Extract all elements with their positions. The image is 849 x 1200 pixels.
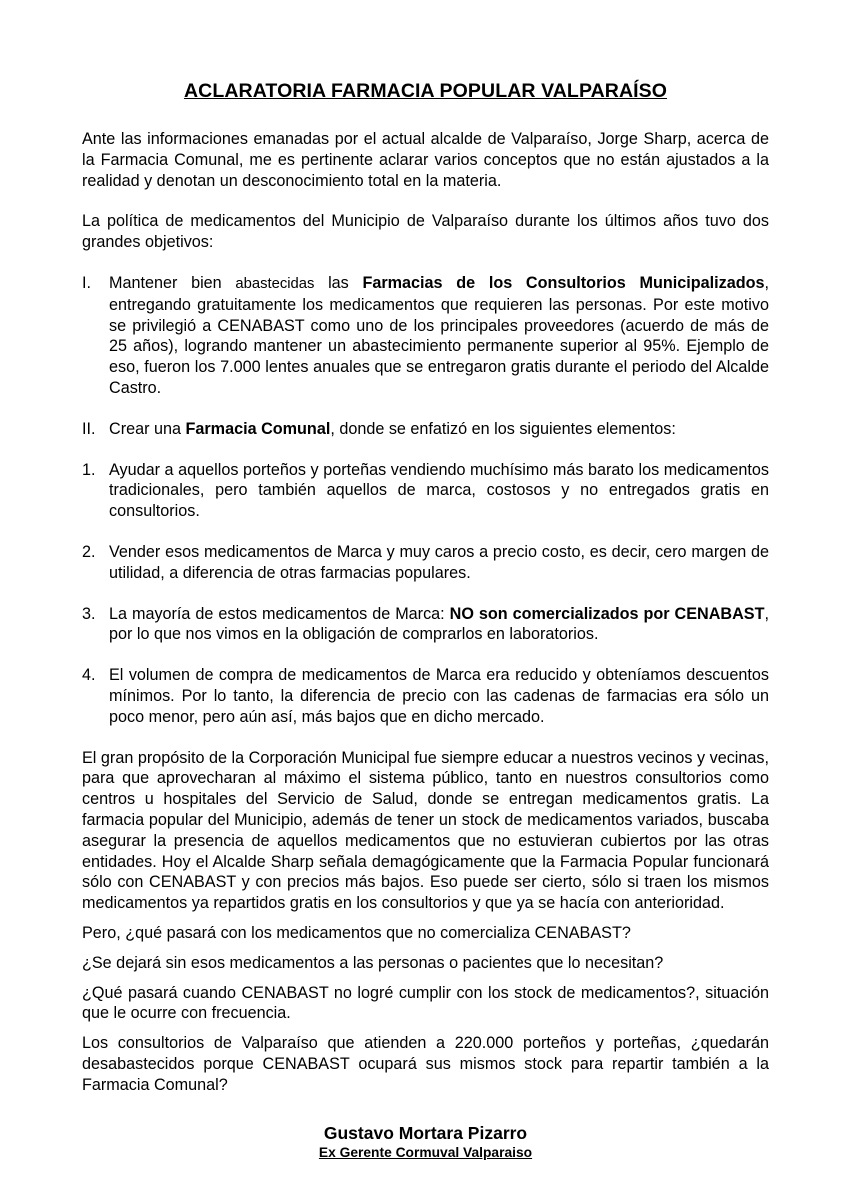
element-1-item	[82, 460, 769, 522]
objective-1-text-post: , entregando gratuitamente los medicamentos que requieren las personas. Por este motivo se privilegió a CENABAST como uno de los principales proveedores (acuerdo de más de 25 años), logrando mantener un abastecimiento permanente superior al 95%. Ejemplo de eso, fueron los 7.000 lentes anuales que se entregaron gratis durante el periodo del Alcalde Castro.	[109, 273, 769, 397]
policy-paragraph: La política de medicamentos del Municipio de Valparaíso durante los últimos años tuvo dos grandes objetivos:	[82, 212, 769, 252]
list-marker: II.	[82, 419, 96, 438]
objective-1-text-pre: Mantener bien	[109, 273, 236, 292]
signature-name: Gustavo Mortara Pizarro	[323, 1123, 528, 1144]
element-1-text: Ayudar a aquellos porteños y porteñas vendiendo muchísimo más barato los medicamentos tradicionales, pero también aquellos de marca, costosos y no entregados gratis en consultorios.	[109, 460, 769, 521]
objective-2-text-pre: Crear una	[109, 419, 186, 438]
element-3-text-post: , por lo que nos vimos en la obligación de comprarlos en laboratorios.	[109, 604, 769, 644]
question-3: ¿Qué pasará cuando CENABAST no logré cumplir con los stock de medicamentos?, situación que le ocurre con frecuencia.	[82, 983, 769, 1023]
objective-2-text-post: , donde se enfatizó en los siguientes elementos:	[330, 419, 676, 438]
list-marker: 1.	[82, 460, 96, 479]
element-3-text-pre: La mayoría de estos medicamentos de Marca:	[109, 604, 450, 623]
element-4-item	[82, 665, 769, 727]
body-paragraph: El gran propósito de la Corporación Municipal fue siempre educar a nuestros vecinos y vecinas, para que aprovecharan al máximo el sistema público, tanto en nuestros consultorios como centros u hospitales del Servicio de Salud, donde se entregan medicamentos gratis. La farmacia popular del Municipio, además de tener un stock de medicamentos variados, buscaba asegurar la presencia de aquellos medicamentos que no estuvieran cubiertos por las otras entidades. Hoy el Alcalde Sharp señala demagógicamente que la Farmacia Popular funcionará sólo con CENABAST y con precios más bajos. Eso puede ser cierto, sólo si traen los mismos medicamentos ya repartidos gratis en los consultorios y que ya se hacía con anterioridad.	[82, 748, 769, 913]
objective-1-text-mid: las	[314, 273, 363, 292]
list-marker: 4.	[82, 666, 96, 685]
list-marker: I.	[82, 273, 91, 292]
question-4: Los consultorios de Valparaíso que atienden a 220.000 porteños y porteñas, ¿quedarán desabastecidos porque CENABAST ocupará sus mismos stock para repartir también a la Farmacia Comunal?	[82, 1034, 769, 1094]
element-3-bold: NO son comercializados por CENABAST	[449, 604, 765, 623]
signature-role: Ex Gerente Cormuval Valparaiso	[318, 1145, 533, 1161]
element-4-text: El volumen de compra de medicamentos de Marca era reducido y obteníamos descuentos mínimos. Por lo tanto, la diferencia de precio con las cadenas de farmacias era sólo un poco menor, pero aún así, más bajos que en dicho mercado.	[109, 666, 769, 726]
question-1: Pero, ¿qué pasará con los medicamentos que no comercializa CENABAST?	[82, 923, 631, 942]
objective-1-item	[82, 273, 769, 399]
element-2-item	[82, 542, 769, 584]
objective-1-text-small: abastecidas	[235, 275, 315, 292]
objective-2-bold: Farmacia Comunal	[185, 419, 331, 438]
signature-block	[82, 1122, 769, 1162]
intro-paragraph: Ante las informaciones emanadas por el actual alcalde de Valparaíso, Jorge Sharp, acerca de la Farmacia Comunal, me es pertinente aclarar varios conceptos que no están ajustados a la realidad y denotan un desconocimiento total en la materia.	[82, 130, 769, 190]
element-3-item	[82, 604, 769, 646]
list-marker: 2.	[82, 542, 96, 561]
objective-1-bold: Farmacias de los Consultorios Municipalizados	[362, 273, 765, 292]
list-marker: 3.	[82, 604, 96, 623]
element-2-text: Vender esos medicamentos de Marca y muy caros a precio costo, es decir, cero margen de utilidad, a diferencia de otras farmacias populares.	[109, 542, 769, 582]
objective-2-item	[82, 419, 769, 440]
document-title: ACLARATORIA FARMACIA POPULAR VALPARAÍSO	[183, 80, 668, 102]
question-2: ¿Se dejará sin esos medicamentos a las personas o pacientes que lo necesitan?	[82, 953, 664, 972]
